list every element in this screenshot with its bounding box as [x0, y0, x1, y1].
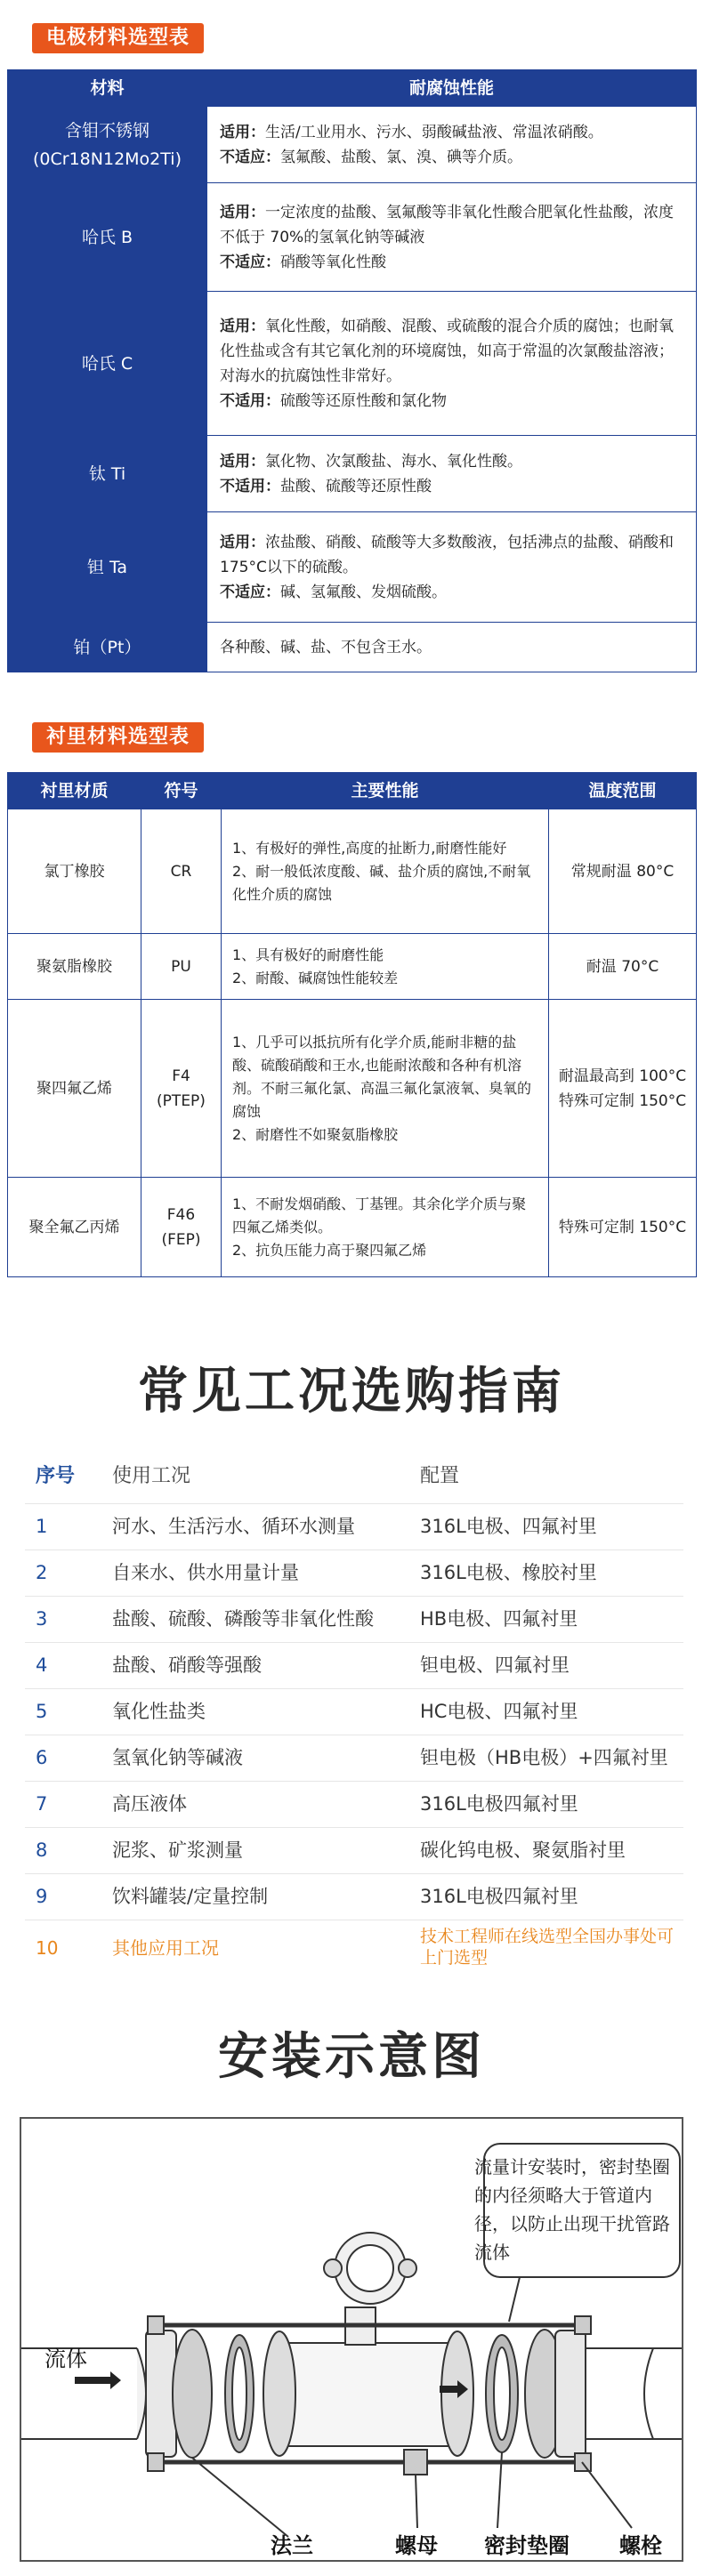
- lining-performance: 1、具有极好的耐磨性能 2、耐酸、碱腐蚀性能较差: [222, 934, 549, 1000]
- desc-text: 氯化物、次氯酸盐、海水、氧化性酸。: [265, 452, 522, 471]
- desc-label: 不适应：: [220, 253, 280, 271]
- lining-performance: 1、几乎可以抵抗所有化学介质,能耐非糖的盐酸、硫酸硝酸和王水,也能耐浓酸和各种有机溶剂。不耐三氟化氯、高温三氟化氯液氧、臭氧的腐蚀 2、耐磨性不如聚氨脂橡胶: [222, 1000, 549, 1178]
- desc-line: [220, 389, 683, 414]
- guide-index: 7: [36, 1793, 48, 1815]
- lining-material-name: 聚全氟乙丙烯: [8, 1178, 141, 1277]
- install-title: 安装示意图: [218, 2028, 485, 2086]
- header-corrosion: 耐腐蚀性能: [207, 70, 697, 107]
- guide-row: [25, 1689, 683, 1735]
- guide-condition: 其他应用工况: [112, 1937, 219, 1959]
- lining-row: [8, 809, 697, 934]
- guide-condition: 氧化性盐类: [112, 1701, 206, 1722]
- electrode-table-header: [8, 70, 697, 107]
- electrode-row: [8, 183, 697, 292]
- desc-text: 硫酸等还原性酸和氯化物: [280, 391, 447, 410]
- guide-row: [25, 1874, 683, 1920]
- guide-row: [25, 1643, 683, 1689]
- guide-index: 1: [36, 1516, 48, 1537]
- lining-symbol: F4 (PTEP): [141, 1000, 222, 1178]
- electrode-row: [8, 436, 697, 512]
- electrode-material-name: 哈氏 C: [8, 292, 207, 436]
- header-symbol: 符号: [141, 773, 222, 809]
- header-lining-material: 衬里材质: [8, 773, 141, 809]
- desc-line: [220, 200, 683, 250]
- guide-row: [25, 1782, 683, 1828]
- lining-table-header: [8, 773, 697, 809]
- label-bolt: 螺栓: [619, 2533, 662, 2558]
- lining-material-name: 氯丁橡胶: [8, 809, 141, 934]
- guide-header-index: 序号: [36, 1465, 76, 1487]
- guide-index: 4: [36, 1654, 48, 1676]
- guide-index: 10: [36, 1937, 59, 1959]
- lining-material-name: 聚氨脂橡胶: [8, 934, 141, 1000]
- guide-config: 316L电极、橡胶衬里: [420, 1562, 597, 1583]
- desc-line: [220, 120, 683, 145]
- desc-label: 不适用：: [220, 477, 280, 495]
- desc-text: 一定浓度的盐酸、氢氟酸等非氧化性酸合肥氧化性盐酸，浓度不低于 70%的氢氧化钠等碱液: [220, 203, 674, 246]
- lining-temperature: 耐温 70°C: [549, 934, 697, 1000]
- lining-table-body: [8, 809, 697, 1277]
- lining-row: [8, 934, 697, 1000]
- guide-config: 316L电极四氟衬里: [420, 1793, 578, 1815]
- guide-condition: 盐酸、硫酸、磷酸等非氧化性酸: [112, 1608, 374, 1630]
- electrode-material-desc: [207, 107, 697, 183]
- electrode-row: [8, 292, 697, 436]
- label-gasket: 密封垫圈: [484, 2533, 570, 2558]
- guide-condition: 高压液体: [112, 1793, 187, 1815]
- desc-label: 适用：: [220, 317, 265, 335]
- lining-symbol: PU: [141, 934, 222, 1000]
- electrode-material-desc: [207, 436, 697, 512]
- electrode-material-name: 钽 Ta: [8, 512, 207, 623]
- guide-row: [25, 1550, 683, 1597]
- header-material: 材料: [8, 70, 207, 107]
- desc-text: 生活/工业用水、污水、弱酸碱盐液、常温浓硝酸。: [265, 123, 603, 141]
- lining-row: [8, 1000, 697, 1178]
- lining-section-tag: 衬里材料选型表: [32, 722, 204, 753]
- desc-line: [220, 580, 683, 605]
- lining-temperature: 耐温最高到 100°C 特殊可定制 150°C: [549, 1000, 697, 1178]
- desc-line: [220, 474, 683, 499]
- desc-label: 适用：: [220, 203, 265, 221]
- guide-condition: 泥浆、矿浆测量: [112, 1839, 243, 1861]
- guide-row: [25, 1735, 683, 1782]
- guide-config: 技术工程师在线选型全国办事处可上门选型: [420, 1927, 675, 1968]
- guide-condition: 河水、生活污水、循环水测量: [112, 1516, 355, 1537]
- guide-index: 8: [36, 1839, 48, 1861]
- electrode-row: [8, 512, 697, 623]
- label-nut: 螺母: [395, 2533, 438, 2558]
- guide-row: [25, 1828, 683, 1874]
- electrode-row: [8, 623, 697, 672]
- electrode-material-desc: [207, 512, 697, 623]
- desc-label: 不适用：: [220, 391, 280, 410]
- desc-text: 各种酸、碱、盐、不包含王水。: [220, 638, 432, 656]
- electrode-material-name: 哈氏 B: [8, 183, 207, 292]
- desc-label: 不适应：: [220, 148, 280, 166]
- label-fluid: 流体: [44, 2347, 87, 2371]
- electrode-material-name: 铂（Pt）: [8, 623, 207, 672]
- desc-line: [220, 530, 683, 580]
- guide-condition: 自来水、供水用量计量: [112, 1562, 299, 1583]
- desc-text: 碱、氢氟酸、发烟硫酸。: [280, 583, 447, 601]
- label-flange: 法兰: [271, 2533, 313, 2558]
- desc-line: [220, 145, 683, 170]
- guide-condition: 盐酸、硝酸等强酸: [112, 1654, 262, 1676]
- guide-condition: 氢氧化钠等碱液: [112, 1747, 243, 1768]
- guide-row: [25, 1504, 683, 1550]
- guide-index: 6: [36, 1747, 48, 1768]
- guide-config: 钽电极（HB电极）+四氟衬里: [420, 1747, 668, 1768]
- guide-title: 常见工况选购指南: [138, 1363, 565, 1421]
- guide-condition: 饮料罐装/定量控制: [112, 1886, 269, 1907]
- guide-header-config: 配置: [420, 1465, 460, 1487]
- guide-config: 316L电极、四氟衬里: [420, 1516, 597, 1537]
- electrode-material-desc: [207, 183, 697, 292]
- electrode-table-body: [8, 107, 697, 672]
- guide-index: 9: [36, 1886, 48, 1907]
- desc-line: [220, 449, 683, 474]
- desc-text: 硝酸等氧化性酸: [280, 253, 386, 271]
- desc-text: 氧化性酸，如硝酸、混酸、或硫酸的混合介质的腐蚀；也耐氧化性盐或含有其它氧化剂的环境腐蚀，如高于常温的次氯酸盐溶液；对海水的抗腐蚀性非常好。: [220, 317, 674, 385]
- install-note: 流量计安装时，密封垫圈的内径须略大于管道内径，以防止出现干扰管路流体: [474, 2156, 670, 2263]
- desc-line: [220, 635, 683, 660]
- guide-header-condition: 使用工况: [112, 1465, 191, 1487]
- guide-header: [25, 1450, 683, 1504]
- electrode-row: [8, 107, 697, 183]
- guide-config: HB电极、四氟衬里: [420, 1608, 578, 1630]
- desc-label: 适用：: [220, 533, 265, 551]
- guide-rows: [25, 1504, 683, 1976]
- desc-text: 盐酸、硫酸等还原性酸: [280, 477, 432, 495]
- lining-performance: 1、有极好的弹性,高度的扯断力,耐磨性能好 2、耐一般低浓度酸、碱、盐介质的腐蚀,不耐氧化性介质的腐蚀: [222, 809, 549, 934]
- lining-performance: 1、不耐发烟硝酸、丁基锂。其余化学介质与聚四氟乙烯类似。 2、抗负压能力高于聚四氟乙烯: [222, 1178, 549, 1277]
- lining-temperature: 常规耐温 80°C: [549, 809, 697, 934]
- guide-config: 316L电极四氟衬里: [420, 1886, 578, 1907]
- lining-symbol: CR: [141, 809, 222, 934]
- lining-row: [8, 1178, 697, 1277]
- guide-index: 5: [36, 1701, 48, 1722]
- guide-row: [25, 1920, 683, 1976]
- desc-text: 氢氟酸、盐酸、氯、溴、碘等介质。: [280, 148, 522, 166]
- lining-material-table: [7, 772, 697, 1277]
- guide-config: HC电极、四氟衬里: [420, 1701, 578, 1722]
- desc-line: [220, 250, 683, 275]
- electrode-material-desc: [207, 292, 697, 436]
- lining-symbol: F46 (FEP): [141, 1178, 222, 1277]
- desc-label: 适用：: [220, 123, 265, 141]
- desc-label: 不适应：: [220, 583, 280, 601]
- electrode-material-name: 含钼不锈钢 (0Cr18N12Mo2Ti): [8, 107, 207, 183]
- header-temperature: 温度范围: [549, 773, 697, 809]
- electrode-section-tag: 电极材料选型表: [32, 23, 204, 53]
- guide-index: 2: [36, 1562, 48, 1583]
- guide-config: 碳化钨电极、聚氨脂衬里: [420, 1839, 626, 1861]
- lining-material-name: 聚四氟乙烯: [8, 1000, 141, 1178]
- guide-table: [25, 1450, 683, 1976]
- electrode-material-desc: [207, 623, 697, 672]
- guide-index: 3: [36, 1608, 48, 1630]
- guide-row: [25, 1597, 683, 1643]
- desc-line: [220, 314, 683, 389]
- lining-temperature: 特殊可定制 150°C: [549, 1178, 697, 1277]
- desc-label: 适用：: [220, 452, 265, 471]
- electrode-material-name: 钛 Ti: [8, 436, 207, 512]
- header-performance: 主要性能: [222, 773, 549, 809]
- guide-config: 钽电极、四氟衬里: [420, 1654, 570, 1676]
- desc-text: 浓盐酸、硝酸、硫酸等大多数酸液，包括沸点的盐酸、硝酸和 175°C以下的硫酸。: [220, 533, 674, 576]
- electrode-material-table: [7, 69, 697, 672]
